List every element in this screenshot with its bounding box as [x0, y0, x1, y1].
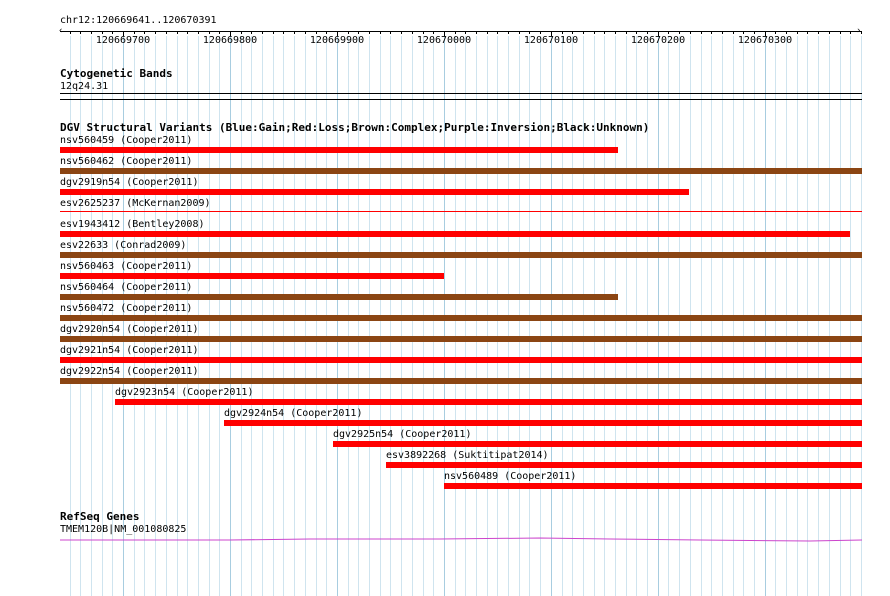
ruler-minor-tick [166, 31, 167, 34]
ruler-minor-tick [604, 31, 605, 34]
variant-label[interactable]: esv22633 (Conrad2009) [60, 240, 187, 251]
variant-bar[interactable] [60, 336, 862, 342]
ruler-minor-tick [775, 31, 776, 34]
refseq-track-title[interactable]: RefSeq Genes [60, 510, 140, 523]
ruler-minor-tick [262, 31, 263, 34]
ruler-minor-tick [177, 31, 178, 34]
ruler-minor-tick [91, 31, 92, 34]
ruler-minor-tick [134, 31, 135, 34]
ruler-minor-tick [861, 31, 862, 34]
variant-label[interactable]: dgv2921n54 (Cooper2011) [60, 345, 199, 356]
ruler-minor-tick [80, 31, 81, 34]
variant-bar[interactable] [444, 483, 862, 489]
variant-bar[interactable] [60, 378, 862, 384]
ruler-minor-tick [102, 31, 103, 34]
ruler-tick-label: 120669900 [309, 35, 365, 46]
scroll-right-arrow-icon[interactable]: › [856, 26, 862, 36]
ruler-minor-tick [273, 31, 274, 34]
variant-label[interactable]: dgv2923n54 (Cooper2011) [115, 387, 254, 398]
ruler-minor-tick [390, 31, 391, 34]
ruler-tick-label: 120670000 [416, 35, 472, 46]
ruler-minor-tick [786, 31, 787, 34]
variant-label[interactable]: esv3892268 (Suktitipat2014) [386, 450, 549, 461]
ruler-minor-tick [465, 31, 466, 34]
variant-bar[interactable] [60, 147, 618, 153]
ruler-tick-label: 120669800 [202, 35, 258, 46]
ruler-minor-tick [348, 31, 349, 34]
ruler-minor-tick [251, 31, 252, 34]
variant-label[interactable]: nsv560463 (Cooper2011) [60, 261, 193, 272]
ruler-minor-tick [733, 31, 734, 34]
ruler-minor-tick [380, 31, 381, 34]
ruler-minor-tick [283, 31, 284, 34]
cytoband-label[interactable]: 12q24.31 [60, 81, 109, 92]
ruler-minor-tick [487, 31, 488, 34]
variant-label[interactable]: nsv560472 (Cooper2011) [60, 303, 193, 314]
ruler-minor-tick [701, 31, 702, 34]
ruler-minor-tick [358, 31, 359, 34]
ruler-minor-tick [829, 31, 830, 34]
ruler-minor-tick [583, 31, 584, 34]
ruler-tick-label: 120670200 [630, 35, 686, 46]
ruler-minor-tick [594, 31, 595, 34]
variant-bar[interactable] [60, 231, 850, 237]
ruler-minor-tick [690, 31, 691, 34]
variant-bar[interactable] [60, 273, 444, 279]
ruler-minor-tick [412, 31, 413, 34]
variant-label[interactable]: nsv560459 (Cooper2011) [60, 135, 193, 146]
variant-label[interactable]: esv1943412 (Bentley2008) [60, 219, 205, 230]
ruler-minor-tick [219, 31, 220, 34]
variant-bar[interactable] [333, 441, 862, 447]
variant-label[interactable]: nsv560489 (Cooper2011) [444, 471, 577, 482]
variant-label[interactable]: nsv560464 (Cooper2011) [60, 282, 193, 293]
variant-bar[interactable] [224, 420, 862, 426]
variant-bar[interactable] [60, 168, 862, 174]
variant-label[interactable]: dgv2919n54 (Cooper2011) [60, 177, 199, 188]
ruler-minor-tick [679, 31, 680, 34]
ruler-tick-label: 120670100 [523, 35, 579, 46]
ruler-minor-tick [636, 31, 637, 34]
variant-bar[interactable] [60, 189, 689, 195]
ruler-minor-tick [241, 31, 242, 34]
ruler-minor-tick [529, 31, 530, 34]
variant-bar[interactable] [60, 294, 618, 300]
ruler-minor-tick [476, 31, 477, 34]
variant-bar[interactable] [386, 462, 862, 468]
ruler-tick-label: 120670300 [737, 35, 793, 46]
ruler-axis [60, 31, 862, 32]
ruler-minor-tick [294, 31, 295, 34]
ruler-location: chr12:120669641..120670391 [60, 15, 217, 26]
refseq-gene-label[interactable]: TMEM120B|NM_001080825 [60, 524, 187, 535]
ruler-minor-tick [754, 31, 755, 34]
variant-bar[interactable] [60, 211, 862, 212]
refseq-gene-line[interactable] [0, 534, 890, 546]
ruler-minor-tick [818, 31, 819, 34]
ruler-minor-tick [144, 31, 145, 34]
ruler-minor-tick [455, 31, 456, 34]
ruler-minor-tick [615, 31, 616, 34]
ruler-minor-tick [433, 31, 434, 34]
dgv-track-title[interactable]: DGV Structural Variants (Blue:Gain;Red:Loss;Brown:Complex;Purple:Inversion;Black:Unknown) [60, 121, 650, 134]
ruler-minor-tick [722, 31, 723, 34]
variant-label[interactable]: dgv2924n54 (Cooper2011) [224, 408, 363, 419]
cytobands-track-title[interactable]: Cytogenetic Bands [60, 67, 173, 80]
ruler-minor-tick [112, 31, 113, 34]
ruler-minor-tick [326, 31, 327, 34]
ruler-minor-tick [187, 31, 188, 34]
ruler-minor-tick [209, 31, 210, 34]
ruler-minor-tick [198, 31, 199, 34]
ruler-minor-tick [626, 31, 627, 34]
cytoband-line-bottom [60, 99, 862, 100]
ruler-minor-tick [369, 31, 370, 34]
scroll-left-arrow-icon[interactable]: ‹ [58, 26, 64, 36]
ruler-minor-tick [305, 31, 306, 34]
ruler-minor-tick [508, 31, 509, 34]
variant-label[interactable]: esv2625237 (McKernan2009) [60, 198, 211, 209]
ruler-minor-tick [562, 31, 563, 34]
ruler-minor-tick [70, 31, 71, 34]
ruler-minor-tick [711, 31, 712, 34]
ruler-minor-tick [807, 31, 808, 34]
ruler-minor-tick [647, 31, 648, 34]
variant-bar[interactable] [115, 399, 862, 405]
variant-bar[interactable] [60, 252, 862, 258]
ruler-minor-tick [797, 31, 798, 34]
ruler-minor-tick [316, 31, 317, 34]
ruler-minor-tick [519, 31, 520, 34]
ruler-minor-tick [850, 31, 851, 34]
ruler-minor-tick [743, 31, 744, 34]
ruler-tick-label: 120669700 [95, 35, 151, 46]
ruler-minor-tick [540, 31, 541, 34]
cytoband-line-top [60, 93, 862, 94]
variant-label[interactable]: dgv2920n54 (Cooper2011) [60, 324, 199, 335]
ruler-minor-tick [668, 31, 669, 34]
variant-label[interactable]: nsv560462 (Cooper2011) [60, 156, 193, 167]
variant-label[interactable]: dgv2925n54 (Cooper2011) [333, 429, 472, 440]
ruler-minor-tick [497, 31, 498, 34]
ruler-minor-tick [155, 31, 156, 34]
ruler-minor-tick [423, 31, 424, 34]
ruler-minor-tick [572, 31, 573, 34]
ruler-minor-tick [840, 31, 841, 34]
variant-label[interactable]: dgv2922n54 (Cooper2011) [60, 366, 199, 377]
ruler-minor-tick [401, 31, 402, 34]
variant-bar[interactable] [60, 315, 862, 321]
variant-bar[interactable] [60, 357, 862, 363]
